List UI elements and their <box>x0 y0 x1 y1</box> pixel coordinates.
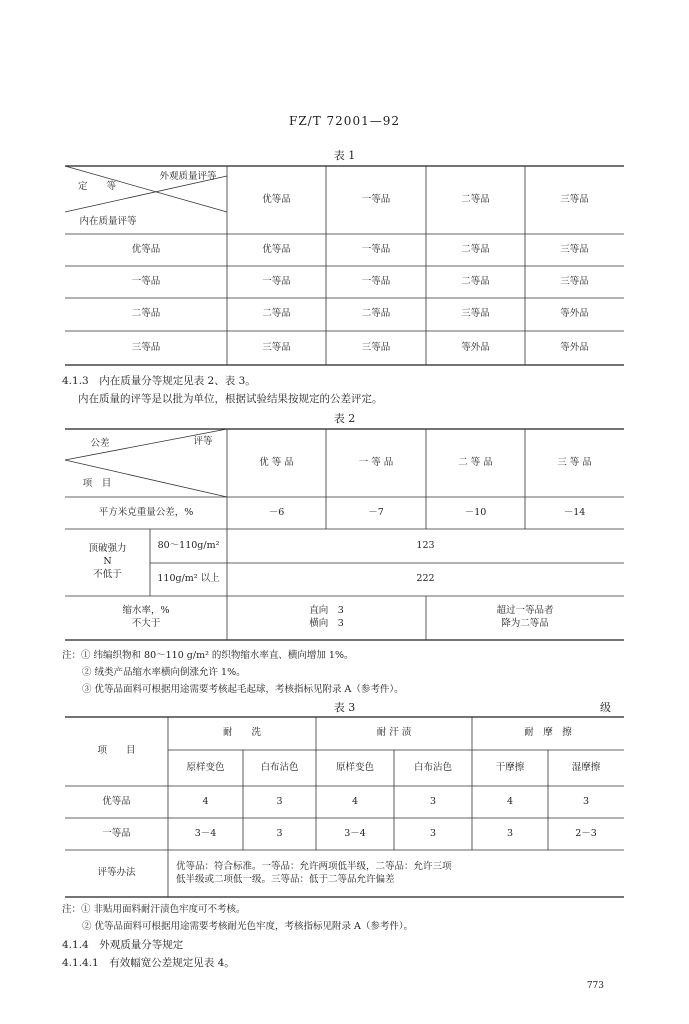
table2-corner-top-left: 公差 <box>90 437 110 449</box>
table3-row-label: 一等品 <box>102 827 131 839</box>
table1-cell: 一等品 <box>361 275 391 287</box>
table1-cell: 三等品 <box>560 275 589 287</box>
table2-col-header: 三 等 品 <box>557 456 592 468</box>
table2-shrink-mid <box>227 596 426 640</box>
burst-label-line3: 不低于 <box>93 568 122 580</box>
table1-cell: 二等品 <box>361 308 391 320</box>
burst-label-line2: N <box>103 556 112 568</box>
table3-cell: 3－4 <box>344 827 366 839</box>
shrink-label-line2: 不大于 <box>131 618 161 629</box>
table1-caption: 表 1 <box>333 149 356 162</box>
table1-cell: 二等品 <box>461 275 490 287</box>
shrink-right-line1: 超过一等品者 <box>496 605 554 617</box>
table1-col-header: 二等品 <box>461 193 490 205</box>
table3-subheader: 白布沾色 <box>413 761 452 773</box>
para-4-1-3-line2: 内在质量的评等是以批为单位，根据试验结果按规定的公差评定。 <box>78 393 383 405</box>
table2-weight-label: 平方米克重量公差，% <box>98 506 194 518</box>
table3-note: 注：① 非贴用面料耐汗渍色牢度可不考核。 <box>62 904 246 915</box>
table3-group-header: 耐 摩 擦 <box>524 727 572 739</box>
table2-corner-top-right: 评等 <box>193 435 213 447</box>
table1-cell: 等外品 <box>461 341 490 353</box>
table2-corner-bottom-left: 项 目 <box>82 477 112 489</box>
table3-note: ② 优等品面料可根据用途需要考核耐光色牢度，考核指标见附录 A（参考件）。 <box>82 921 414 932</box>
table3-group-header: 耐 汗 渍 <box>376 727 412 739</box>
table3-cell: 3 <box>276 795 283 807</box>
table1-cell: 三等品 <box>560 243 589 255</box>
rating-line2: 低半级或二项低一级。三等品：低于二等品允许偏差 <box>176 873 395 885</box>
table3-cell: 3 <box>582 795 590 807</box>
page-number: 773 <box>586 981 604 991</box>
table3-subheader: 原样变色 <box>335 761 374 773</box>
shrink-label-line1: 缩水率，% <box>122 605 170 617</box>
table3-cell: 4 <box>506 795 514 807</box>
shrink-right-line2: 降为二等品 <box>501 618 549 629</box>
table2-weight-cell: －10 <box>464 506 487 518</box>
table2-burst-val1: 123 <box>416 539 435 551</box>
table3-rating-label: 评等办法 <box>97 867 136 879</box>
table2-shrink-label <box>65 596 227 640</box>
table2-note: 注：① 纬编织物和 80～110 g/m² 的织物缩水率直、横向增加 1%。 <box>62 650 354 661</box>
table1-corner-left-mid: 定 等 <box>77 180 116 192</box>
table3-cell: 4 <box>202 795 209 807</box>
table2-burst-val2: 222 <box>416 573 435 585</box>
table2-note: ② 绒类产品缩水率横向倒涨允许 1%。 <box>82 667 246 678</box>
table3-subheader: 白布沾色 <box>260 761 299 773</box>
table3-cell: 4 <box>351 795 359 807</box>
table1-cell: 一等品 <box>361 243 391 255</box>
table1-cell: 三等品 <box>461 308 490 320</box>
table1-col-header: 三等品 <box>560 193 589 205</box>
table1-cell: 二等品 <box>461 243 490 255</box>
standard-number: FZ/T 72001—92 <box>289 114 400 128</box>
table2-burst-label <box>65 529 150 596</box>
table3-subheader: 干摩擦 <box>495 761 525 773</box>
table1-corner-top-right: 外观质量评等 <box>159 170 217 182</box>
table1-row-label: 二等品 <box>131 308 161 320</box>
table2-col-header: 一 等 品 <box>358 456 394 468</box>
table1-cell: 等外品 <box>560 308 589 320</box>
table1-cell: 二等品 <box>262 308 291 320</box>
table2-weight-cell: －14 <box>563 506 586 518</box>
table2-burst-sub2: 110g/m² 以上 <box>157 573 220 585</box>
table2-col-header: 优 等 品 <box>259 456 294 468</box>
table3-cell: 3 <box>506 827 514 839</box>
table1-cell: 一等品 <box>262 275 291 287</box>
rating-line1: 优等品：符合标准。一等品：允许两项低半级，二等品：允许三项 <box>176 860 452 872</box>
table1-cell: 等外品 <box>560 341 589 353</box>
table3-group-header: 耐 洗 <box>222 727 261 739</box>
table3-cell: 3－4 <box>194 827 217 839</box>
table1-cell: 三等品 <box>262 341 291 353</box>
para-4-1-4-1: 4.1.4.1 有效幅宽公差规定见表 4。 <box>62 957 235 969</box>
table3-subheader: 原样变色 <box>186 761 225 773</box>
table2-shrink-right <box>426 596 624 640</box>
table2-burst-sub1: 80～110g/m² <box>157 539 220 551</box>
table3-cell: 3 <box>429 827 437 839</box>
table1-col-header: 一等品 <box>361 193 391 205</box>
table3-subheader: 湿摩擦 <box>571 761 601 773</box>
burst-label-line1: 顶破强力 <box>88 543 127 555</box>
table3-unit: 级 <box>600 701 611 714</box>
table1-corner-bottom-left: 内在质量评等 <box>79 215 137 227</box>
table3-cell: 2－3 <box>575 827 597 839</box>
table3-item-header: 项 目 <box>97 745 136 757</box>
shrink-mid-line2: 横向 3 <box>309 618 344 629</box>
table1-cell: 优等品 <box>262 243 291 255</box>
table1-row-label: 优等品 <box>131 243 161 255</box>
para-4-1-4: 4.1.4 外观质量分等规定 <box>62 939 184 951</box>
para-4-1-3-line1: 4.1.3 内在质量分等规定见表 2、表 3。 <box>62 375 256 387</box>
table2-weight-cell: －7 <box>368 506 384 518</box>
table1-col-header: 优等品 <box>262 193 291 205</box>
shrink-mid-line1: 直向 3 <box>309 605 344 617</box>
table2-note: ③ 优等品面料可根据用途需要考核起毛起球，考核指标见附录 A（参考件）。 <box>82 684 404 695</box>
table2-col-header: 二 等 品 <box>458 456 493 468</box>
table1-row-label: 三等品 <box>131 341 161 353</box>
table2-caption: 表 2 <box>333 412 356 425</box>
table3-cell: 3 <box>429 795 437 807</box>
table3-row-label: 优等品 <box>102 795 131 807</box>
table3-rating-text <box>172 850 624 897</box>
table1-row-label: 一等品 <box>131 275 161 287</box>
table1-cell: 三等品 <box>361 341 391 353</box>
table3-cell: 3 <box>276 827 283 839</box>
table2-weight-cell: －6 <box>268 506 285 518</box>
table3-caption: 表 3 <box>333 701 356 714</box>
